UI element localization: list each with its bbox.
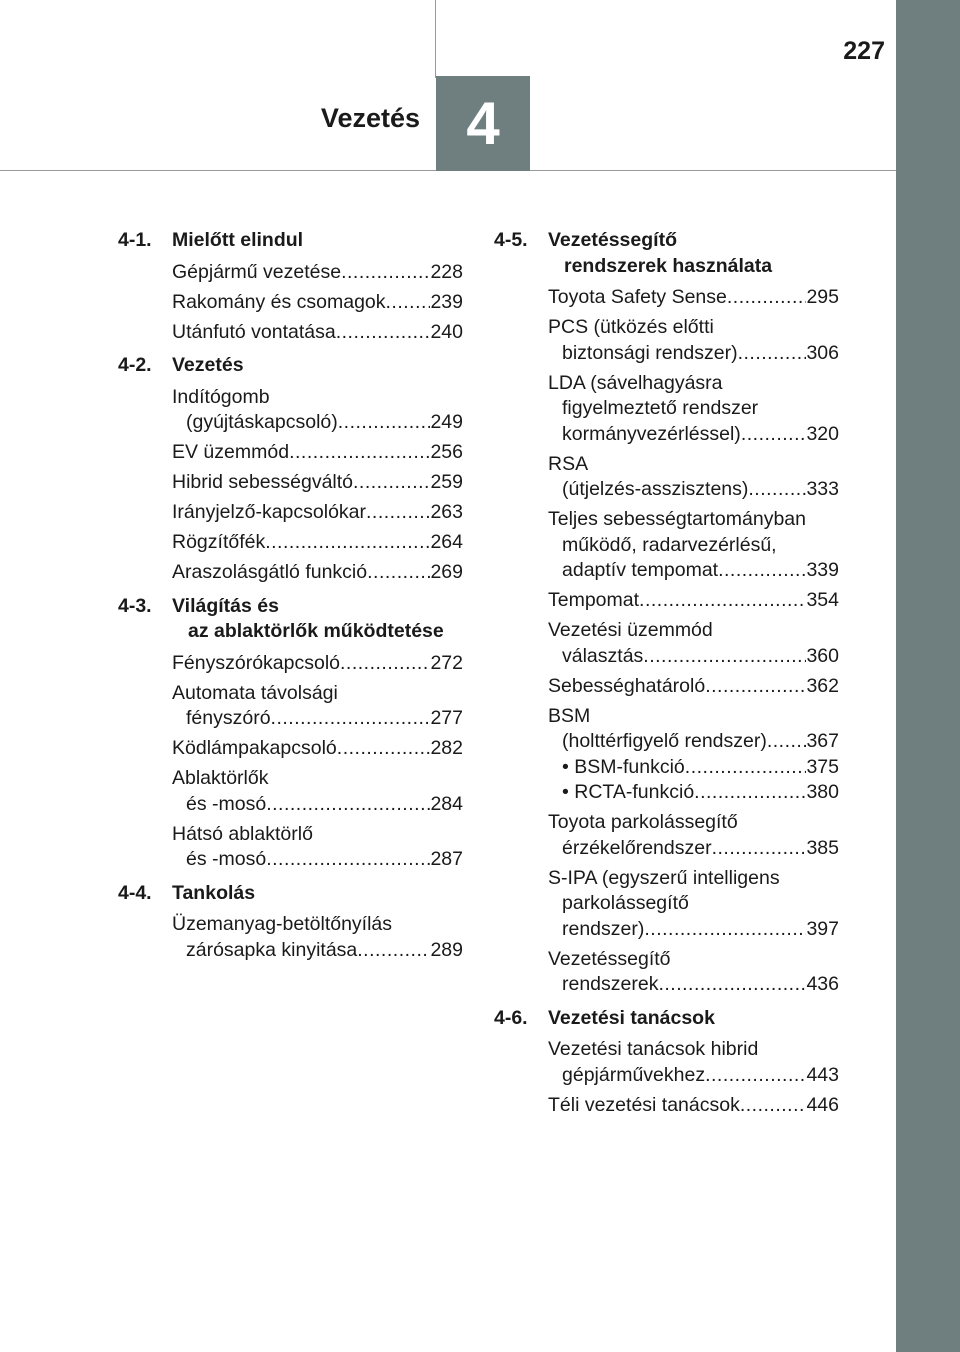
toc-entry[interactable] bbox=[118, 440, 463, 466]
chapter-number: 4 bbox=[466, 90, 500, 157]
entry-label: Hibrid sebességváltó bbox=[172, 471, 354, 493]
entry-label: biztonsági rendszer) bbox=[562, 341, 738, 364]
entry-page: 354 bbox=[806, 589, 839, 611]
toc-entry[interactable] bbox=[494, 452, 839, 503]
header-divider-vertical bbox=[435, 0, 436, 78]
entry-label: zárósapka kinyitása bbox=[186, 938, 358, 961]
entry-page: 263 bbox=[430, 501, 463, 523]
section-heading[interactable] bbox=[118, 594, 463, 645]
section-heading[interactable] bbox=[494, 228, 839, 279]
toc-subentry[interactable] bbox=[548, 780, 839, 806]
section-title: Világítás és bbox=[172, 594, 279, 617]
section-title: Vezetés bbox=[172, 354, 244, 376]
entry-label: rendszerek bbox=[562, 973, 659, 995]
entry-label: (gyújtáskapcsoló) bbox=[186, 411, 338, 433]
entry-page: 362 bbox=[806, 674, 839, 697]
entry-label-line: Vezetési üzemmód bbox=[548, 619, 713, 641]
entry-label-line: Indítógomb bbox=[172, 385, 270, 408]
entry-page: 240 bbox=[430, 320, 463, 343]
toc-section-4-3 bbox=[118, 594, 463, 873]
entry-label-line: Üzemanyag-betöltőnyílás bbox=[172, 913, 393, 935]
entry-page: 282 bbox=[430, 737, 463, 759]
toc-entry[interactable] bbox=[494, 1093, 839, 1119]
toc-section-4-6 bbox=[494, 1006, 839, 1119]
entry-label: rendszer) bbox=[562, 917, 645, 940]
chapter-side-tab bbox=[896, 0, 960, 1352]
entry-label-line: Ablaktörlők bbox=[172, 767, 269, 789]
section-number: 4-6. bbox=[494, 1006, 528, 1029]
entry-label: és -mosó bbox=[186, 848, 267, 870]
entry-page: 306 bbox=[806, 341, 839, 364]
toc-entry[interactable] bbox=[118, 530, 463, 556]
entry-page: 284 bbox=[430, 792, 463, 815]
entry-label: Téli vezetési tanácsok bbox=[548, 1093, 740, 1116]
section-title: Vezetési tanácsok bbox=[548, 1006, 715, 1029]
entry-label-line: Vezetéssegítő bbox=[548, 947, 671, 970]
entry-label: fényszóró bbox=[186, 707, 271, 729]
entry-label-line: Toyota parkolássegítő bbox=[548, 811, 738, 833]
section-heading[interactable] bbox=[118, 353, 463, 379]
entry-label: gépjárművekhez bbox=[562, 1063, 706, 1086]
entry-label: Ködlámpakapcsoló bbox=[172, 737, 337, 759]
toc-entry[interactable] bbox=[118, 651, 463, 677]
toc-entry[interactable] bbox=[118, 470, 463, 496]
entry-label: és -mosó bbox=[186, 792, 267, 815]
toc-entry[interactable] bbox=[118, 320, 463, 346]
entry-label-line: parkolássegítő bbox=[562, 892, 689, 914]
toc-entry[interactable] bbox=[494, 588, 839, 614]
entry-page: 287 bbox=[430, 848, 463, 870]
entry-label: Rakomány és csomagok bbox=[172, 290, 386, 313]
entry-label: Fényszórókapcsoló bbox=[172, 651, 340, 674]
entry-page: 375 bbox=[806, 755, 839, 778]
entry-page: 249 bbox=[430, 411, 463, 433]
section-number: 4-5. bbox=[494, 229, 528, 251]
entry-page: 360 bbox=[806, 644, 839, 667]
toc-section-4-2 bbox=[118, 353, 463, 586]
entry-label-line: LDA (sávelhagyásra bbox=[548, 371, 723, 394]
entry-label: Utánfutó vontatása bbox=[172, 320, 336, 343]
toc-entry[interactable] bbox=[494, 315, 839, 366]
toc-entry[interactable] bbox=[494, 947, 839, 998]
entry-page: 436 bbox=[806, 973, 839, 995]
toc-entry[interactable] bbox=[494, 371, 839, 448]
section-title: Tankolás bbox=[172, 881, 256, 904]
entry-label-line: figyelmeztető rendszer bbox=[562, 397, 759, 419]
entry-page: 295 bbox=[806, 286, 839, 308]
entry-page: 333 bbox=[806, 478, 839, 500]
toc-section-4-5 bbox=[494, 228, 839, 998]
entry-label: választás bbox=[562, 644, 644, 667]
toc-entry[interactable] bbox=[494, 1037, 839, 1088]
section-heading[interactable] bbox=[494, 1006, 839, 1032]
toc-entry[interactable] bbox=[118, 500, 463, 526]
entry-label: adaptív tempomat bbox=[562, 559, 719, 581]
entry-label: EV üzemmód bbox=[172, 441, 290, 463]
entry-page: 277 bbox=[430, 707, 463, 729]
toc-entry[interactable] bbox=[118, 681, 463, 732]
entry-label: érzékelőrendszer bbox=[562, 836, 712, 859]
toc-entry[interactable] bbox=[118, 736, 463, 762]
entry-label-line: BSM bbox=[548, 704, 591, 727]
entry-label-line: PCS (ütközés előtti bbox=[548, 316, 714, 338]
toc-column-right bbox=[494, 228, 839, 1126]
toc-subentry[interactable] bbox=[548, 755, 839, 781]
toc-entry[interactable] bbox=[118, 560, 463, 586]
entry-label-line: RSA bbox=[548, 452, 589, 475]
entry-page: 367 bbox=[806, 730, 839, 752]
entry-label: Gépjármű vezetése bbox=[172, 260, 342, 283]
section-number: 4-2. bbox=[118, 354, 152, 376]
entry-label: (holttérfigyelő rendszer) bbox=[562, 730, 767, 752]
section-number: 4-1. bbox=[118, 229, 152, 251]
entry-label: (útjelzés-asszisztens) bbox=[562, 478, 749, 500]
toc-entry[interactable] bbox=[118, 385, 463, 436]
entry-page: 264 bbox=[430, 531, 463, 553]
toc-entry[interactable] bbox=[494, 704, 839, 806]
entry-label: • BSM-funkció bbox=[562, 755, 685, 778]
entry-page: 339 bbox=[806, 559, 839, 581]
section-heading[interactable] bbox=[118, 881, 463, 907]
entry-label-line: Automata távolsági bbox=[172, 681, 338, 704]
toc-entry[interactable] bbox=[494, 618, 839, 669]
entry-page: 269 bbox=[430, 561, 463, 583]
toc-entry[interactable] bbox=[494, 810, 839, 861]
entry-page: 272 bbox=[430, 651, 463, 674]
entry-page: 259 bbox=[430, 471, 463, 493]
entry-label: Rögzítőfék bbox=[172, 531, 266, 553]
section-number: 4-4. bbox=[118, 881, 152, 904]
chapter-title: Vezetés bbox=[320, 103, 420, 133]
entry-label-line: Hátsó ablaktörlő bbox=[172, 822, 313, 845]
entry-label: Irányjelző-kapcsolókar bbox=[172, 501, 367, 523]
entry-page: 256 bbox=[430, 441, 463, 463]
toc-entry[interactable] bbox=[494, 507, 839, 584]
entry-label: Araszolásgátló funkció bbox=[172, 561, 368, 583]
toc-entry[interactable] bbox=[494, 866, 839, 943]
entry-label-line: Vezetési tanácsok hibrid bbox=[548, 1038, 759, 1060]
toc-entry[interactable] bbox=[494, 674, 839, 700]
entry-label: Tempomat bbox=[548, 589, 640, 611]
entry-label: Sebességhatároló bbox=[548, 674, 706, 697]
entry-label: Toyota Safety Sense bbox=[548, 286, 727, 308]
chapter-number-box bbox=[436, 76, 530, 171]
toc-section-4-4 bbox=[118, 881, 463, 964]
entry-page: 443 bbox=[806, 1063, 839, 1086]
entry-label: • RCTA-funkció bbox=[562, 781, 695, 803]
section-title-cont: az ablaktörlők működtetése bbox=[188, 620, 444, 642]
entry-page: 380 bbox=[806, 781, 839, 803]
section-title: Mielőtt elindul bbox=[172, 229, 304, 251]
section-heading[interactable] bbox=[118, 228, 463, 254]
entry-page: 385 bbox=[806, 836, 839, 859]
entry-page: 239 bbox=[430, 290, 463, 313]
toc-entry[interactable] bbox=[494, 285, 839, 311]
entry-page: 446 bbox=[806, 1093, 839, 1116]
page-number: 227 bbox=[843, 37, 885, 65]
toc-section-4-1 bbox=[118, 228, 463, 345]
section-title-cont: rendszerek használata bbox=[564, 254, 773, 277]
entry-page: 289 bbox=[430, 938, 463, 961]
toc-entry[interactable] bbox=[118, 260, 463, 286]
toc-column-left bbox=[118, 228, 463, 971]
entry-label-line: S-IPA (egyszerű intelligens bbox=[548, 866, 780, 889]
section-title: Vezetéssegítő bbox=[548, 229, 677, 251]
entry-page: 320 bbox=[806, 422, 839, 445]
toc-entry[interactable] bbox=[118, 766, 463, 817]
entry-label-line: Teljes sebességtartományban bbox=[548, 508, 806, 530]
toc-entry[interactable] bbox=[118, 912, 463, 963]
entry-label-line: működő, radarvezérlésű, bbox=[562, 533, 777, 556]
entry-label: kormányvezérléssel) bbox=[562, 422, 741, 445]
entry-page: 228 bbox=[430, 260, 463, 283]
section-number: 4-3. bbox=[118, 594, 152, 617]
toc-entry[interactable] bbox=[118, 290, 463, 316]
entry-page: 397 bbox=[806, 917, 839, 940]
toc-entry[interactable] bbox=[118, 822, 463, 873]
